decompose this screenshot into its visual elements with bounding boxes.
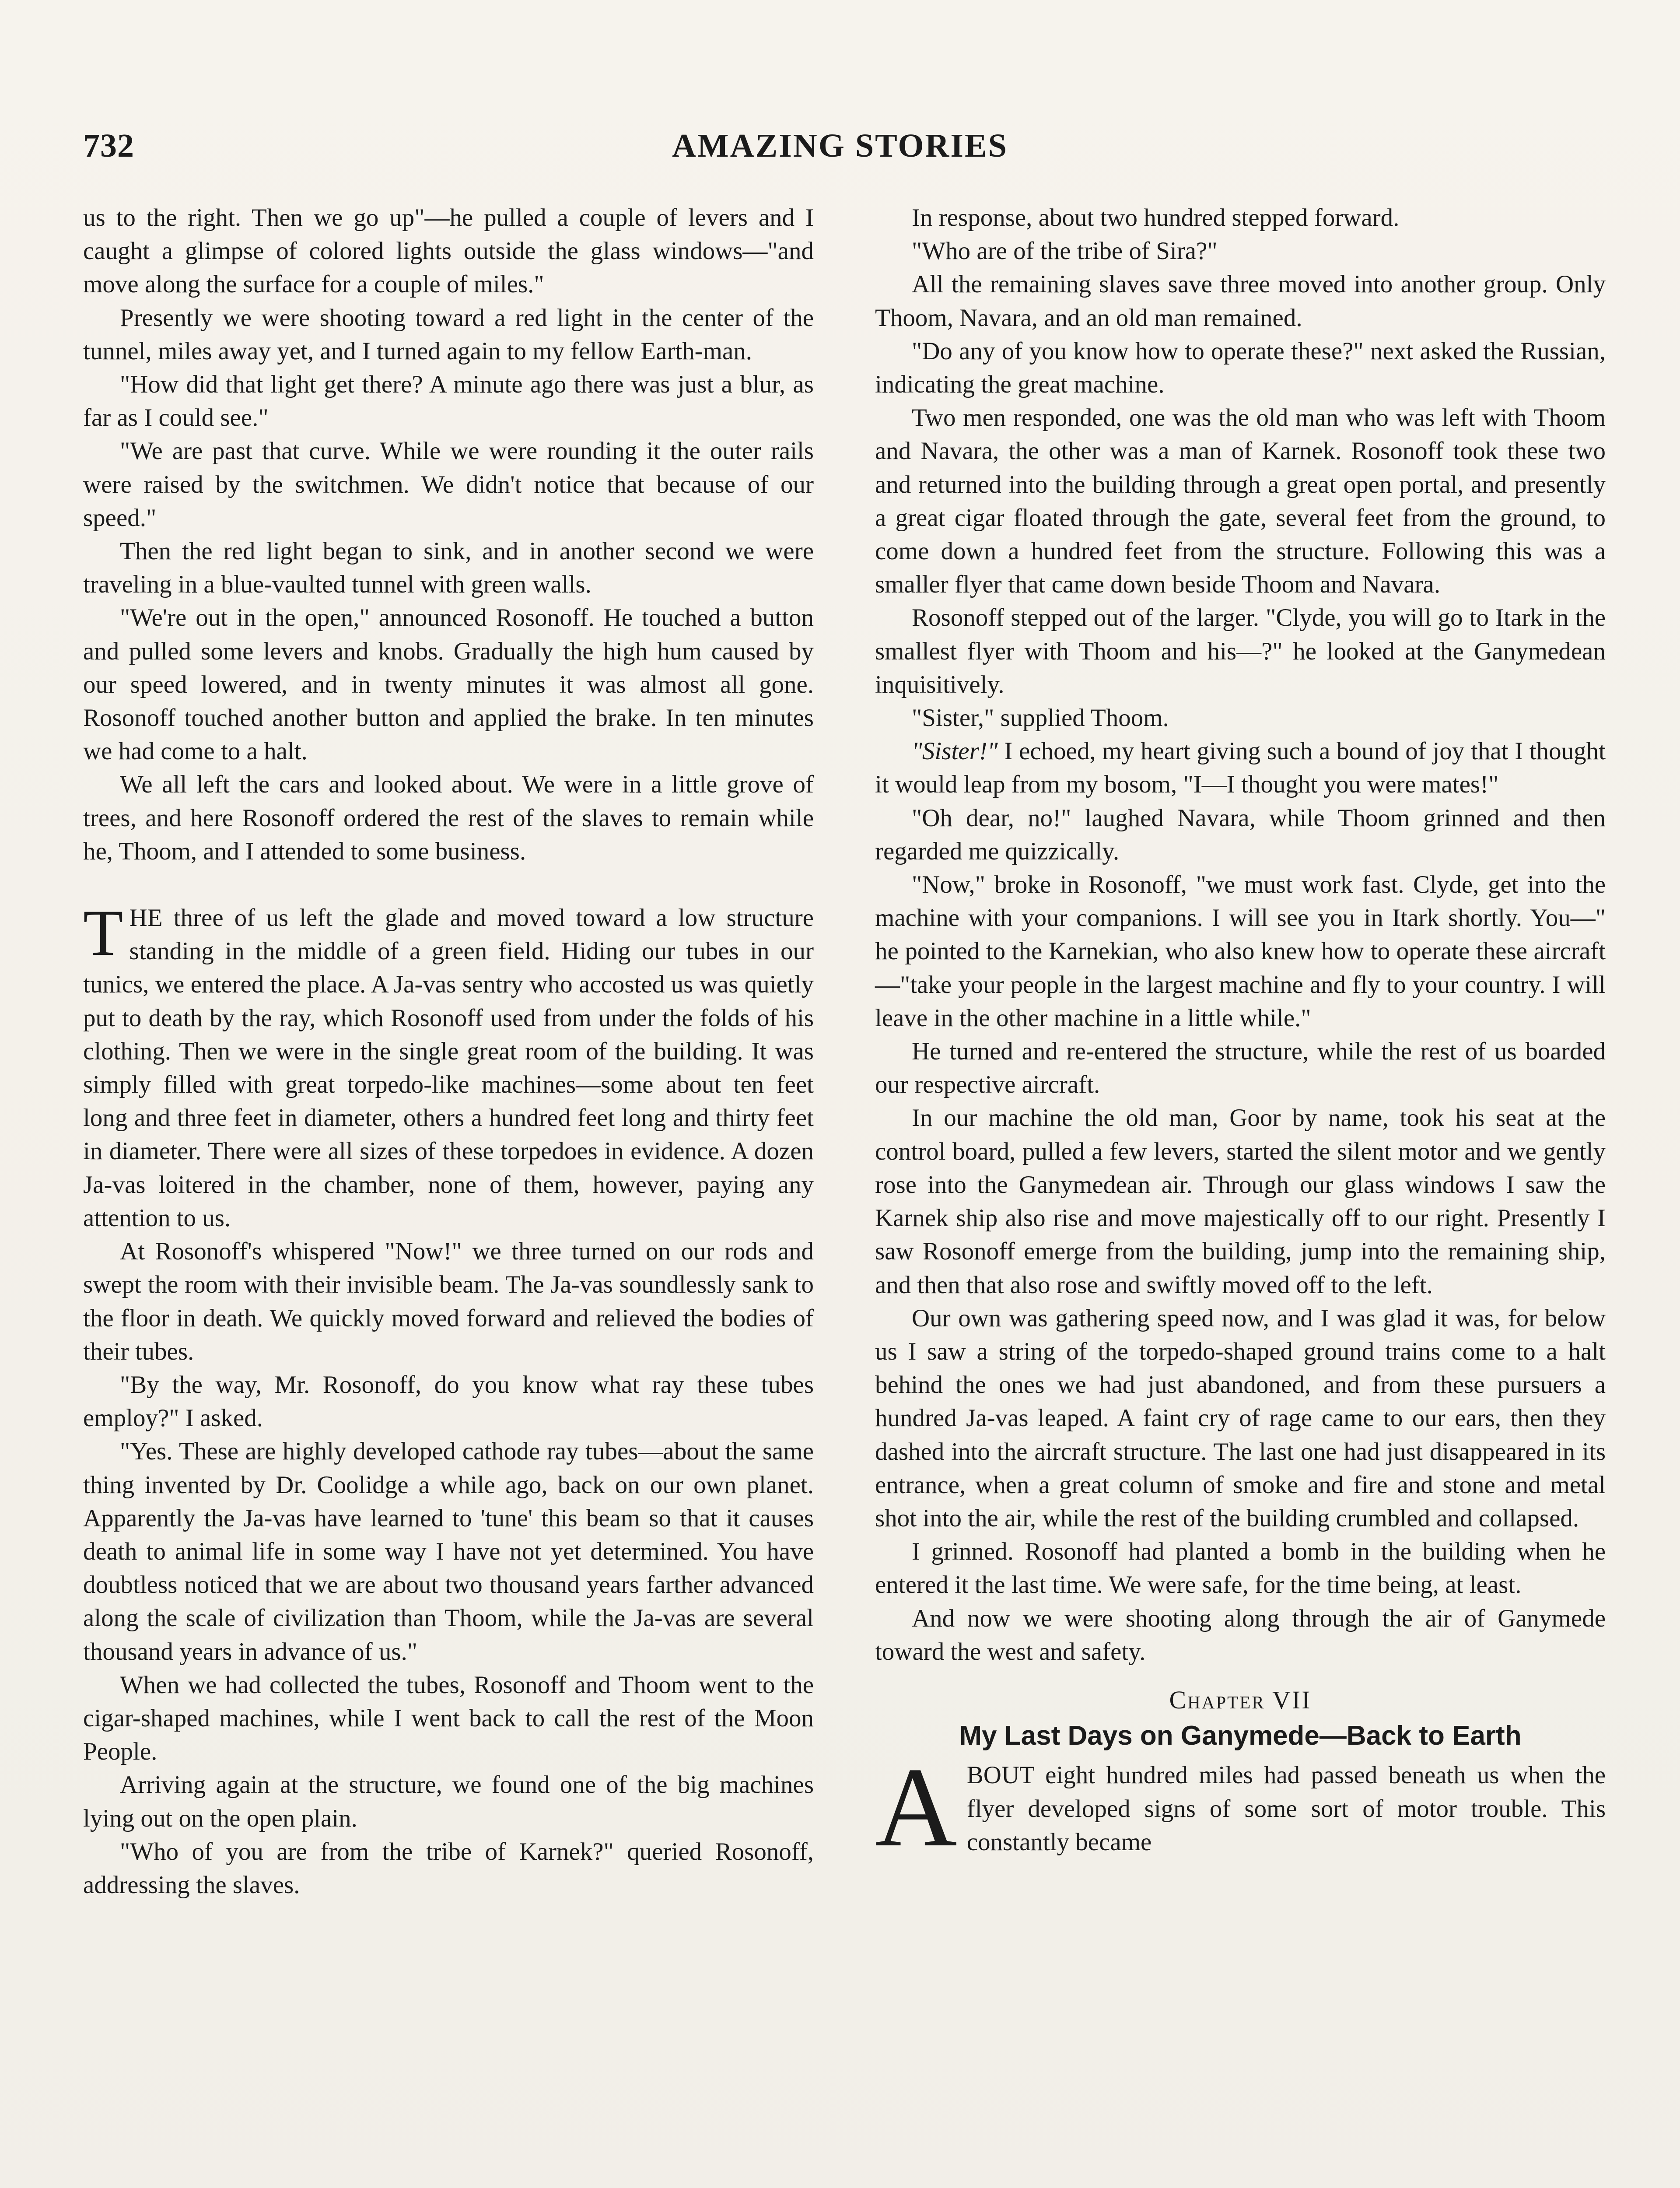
paragraph-dropcap	[83, 897, 814, 1235]
paragraph: Two men responded, one was the old man who was left with Thoom and Navara, the other was a man of Karnek. Rosonoff took these two and returned into the building through a great open portal, and presently a great cigar floated through the gate, several feet from the ground, to come down a hundred feet from the structure. Following this was a smaller flyer that came down beside Thoom and Navara.	[875, 404, 1606, 599]
paragraph: We all left the cars and looked about. We were in a little grove of trees, and here Rosonoff ordered the rest of the slaves to remain while he, Thoom, and I attended to some business.	[83, 771, 814, 865]
paragraph: "Do any of you know how to operate these?" next asked the Russian, indicating the great machine.	[875, 337, 1606, 399]
page-header	[83, 127, 1597, 179]
paragraph: "How did that light get there? A minute ago there was just a blur, as far as I could see."	[83, 371, 814, 432]
magazine-title: AMAZING STORIES	[672, 127, 1008, 164]
paragraph: "By the way, Mr. Rosonoff, do you know what ray these tubes employ?" I asked.	[83, 1371, 814, 1432]
paragraph: When we had collected the tubes, Rosonoff and Thoom went to the cigar-shaped machines, while I went back to call the rest of the Moon People.	[83, 1671, 814, 1766]
paragraph: He turned and re-entered the structure, while the rest of us boarded our respective aircraft.	[875, 1038, 1606, 1099]
paragraph: "Who are of the tribe of Sira?"	[912, 237, 1218, 265]
chapter-label: Chapter VII	[1169, 1685, 1312, 1714]
paragraph-dropcap	[875, 1744, 1606, 1871]
paragraph: "We're out in the open," announced Rosonoff. He touched a button and pulled some levers and knobs. Gradually the high hum caused by our speed lowered, and in twenty minutes it was almost all gone. Rosonoff touched another button and applied the brake. In ten minutes we had come to a halt.	[83, 604, 814, 765]
right-column	[875, 201, 1606, 1871]
chapter-title: My Last Days on Ganymede—Back to Earth	[959, 1721, 1522, 1751]
paragraph: Rosonoff stepped out of the larger. "Clyde, you will go to Itark in the smallest flyer with Thoom and his—?" he looked at the Ganymedean inquisitively.	[875, 604, 1606, 698]
paragraph-text: BOUT eight hundred miles had passed beneath us when the flyer developed signs of some sort of motor trouble. This constantly became	[966, 1761, 1606, 1856]
paragraph: Our own was gathering speed now, and I was glad it was, for below us I saw a string of the torpedo-shaped ground trains come to a halt behind the ones we had just abandoned, and from these pursuers a hundred Ja-vas leaped. A faint cry of rage came to our ears, then they dashed into the aircraft structure. The last one had just disappeared in its entrance, when a great column of smoke and fire and stone and metal shot into the air, while the rest of the building crumbled and collapsed.	[875, 1304, 1606, 1532]
paragraph	[875, 735, 1606, 801]
section-break	[83, 868, 814, 901]
paragraph: And now we were shooting along through the air of Ganymede toward the west and safety.	[875, 1604, 1606, 1666]
left-column	[83, 201, 814, 1902]
paragraph-text: HE three of us left the glade and moved toward a low structure standing in the middle of a green field. Hiding our tubes in our tunics, we entered the place. A Ja-vas sentry who accosted us was quietly put to death by the ray, which Rosonoff used from under the folds of his clothing. Then we were in the single great room of the building. It was simply filled with great torpedo-like machines—some about ten feet long and three feet in diameter, others a hundred feet long and thirty feet in diameter. There were all sizes of these torpedoes in evidence. A dozen Ja-vas loitered in the chamber, none of them, however, paying any attention to us.	[83, 904, 814, 1232]
paragraph: us to the right. Then we go up"—he pulled a couple of levers and I caught a glimpse of colored lights outside the glass windows—"and move along the surface for a couple of miles."	[83, 204, 814, 298]
paragraph: "Yes. These are highly developed cathode ray tubes—about the same thing invented by Dr. Coolidge a while ago, back on our own planet. Apparently the Ja-vas have learned to 'tune' this beam so that it causes death to animal life in some way I have not yet determined. You have doubtless noticed that we are about two thousand years farther advanced along the scale of civilization than Thoom, while the Ja-vas are several thousand years in advance of us."	[83, 1438, 814, 1666]
paragraph: Then the red light began to sink, and in another second we were traveling in a blue-vaulted tunnel with green walls.	[83, 537, 814, 599]
paragraph: "Now," broke in Rosonoff, "we must work fast. Clyde, get into the machine with your companions. I will see you in Itark shortly. You—" he pointed to the Karnekian, who also knew how to operate these aircraft—"take your people in the largest machine and fly to your country. I will leave in the other machine in a little while."	[875, 871, 1606, 1032]
drop-cap: A	[875, 1744, 957, 1871]
italic-exclamation: "Sister!"	[912, 737, 998, 765]
drop-cap: T	[83, 897, 123, 970]
paragraph: "We are past that curve. While we were rounding it the outer rails were raised by the switchmen. We didn't notice that because of our speed."	[83, 437, 814, 532]
paragraph: In response, about two hundred stepped forward.	[912, 204, 1400, 231]
paragraph: In our machine the old man, Goor by name, took his seat at the control board, pulled a few levers, started the silent motor and we gently rose into the Ganymedean air. Through our glass windows I saw the Karnek ship also rise and move majestically off to our right. Presently I saw Rosonoff emerge from the building, jump into the remaining ship, and then that also rose and swiftly moved off to the left.	[875, 1104, 1606, 1299]
paragraph: All the remaining slaves save three moved into another group. Only Thoom, Navara, and an old man remained.	[875, 270, 1606, 332]
paragraph: Presently we were shooting toward a red light in the center of the tunnel, miles away yet, and I turned again to my fellow Earth-man.	[83, 304, 814, 365]
paragraph: At Rosonoff's whispered "Now!" we three turned on our rods and swept the room with their invisible beam. The Ja-vas soundlessly sank to the floor in death. We quickly moved forward and relieved the bodies of their tubes.	[83, 1238, 814, 1365]
paragraph: "Oh dear, no!" laughed Navara, while Thoom grinned and then regarded me quizzically.	[875, 804, 1606, 865]
paragraph: "Sister," supplied Thoom.	[912, 704, 1169, 732]
paragraph: I grinned. Rosonoff had planted a bomb in the building when he entered it the last time. We were safe, for the time being, at least.	[875, 1538, 1606, 1599]
paragraph: "Who of you are from the tribe of Karnek?" queried Rosonoff, addressing the slaves.	[83, 1837, 814, 1899]
paragraph-text: I echoed, my heart giving such a bound of joy that I thought it would leap from my bosom, "I—I thought you were mates!"	[875, 737, 1606, 799]
paragraph: Arriving again at the structure, we found one of the big machines lying out on the open plain.	[83, 1771, 814, 1832]
page-number: 732	[83, 127, 134, 164]
